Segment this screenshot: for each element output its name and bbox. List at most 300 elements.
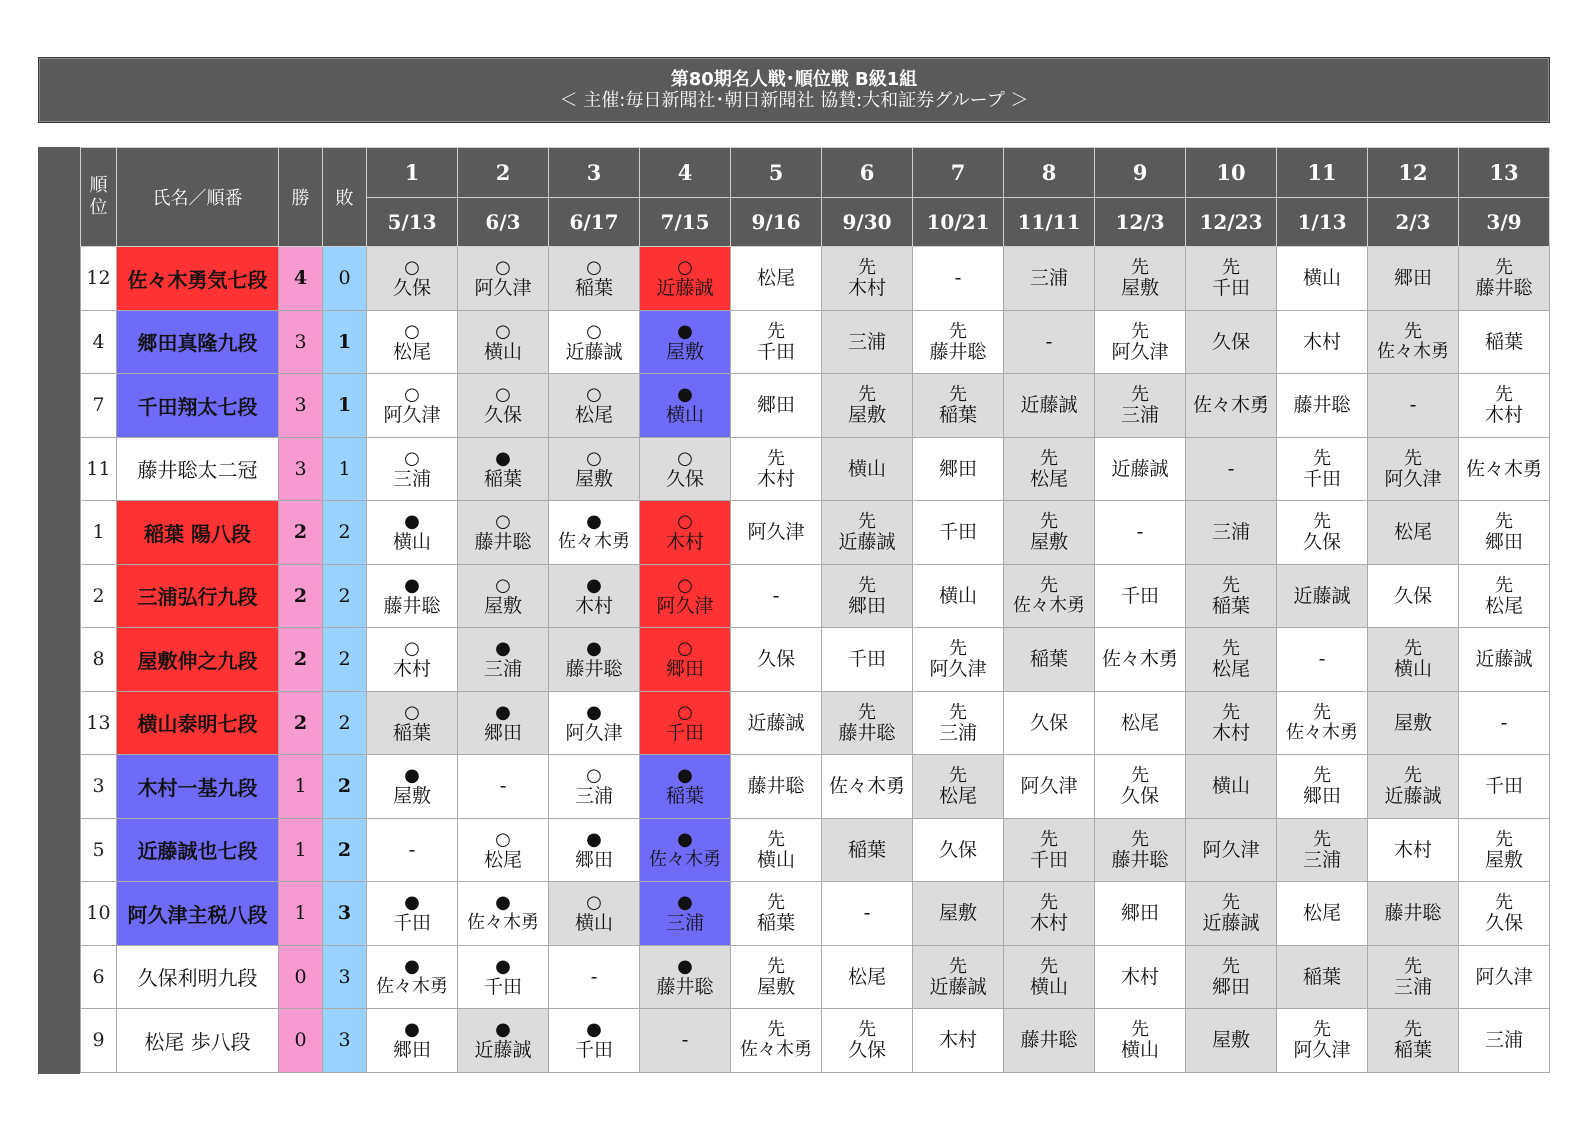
game-cell	[1004, 755, 1095, 819]
first-move-mark: 先	[767, 955, 785, 977]
game-cell	[549, 628, 640, 692]
opponent-name: 近藤誠	[1111, 457, 1169, 480]
losses-cell: 3	[323, 1009, 367, 1073]
game-cell	[458, 310, 549, 374]
game-cell	[731, 818, 822, 882]
player-name: 藤井聡太二冠	[117, 437, 279, 501]
rank-cell: 6	[81, 945, 117, 1009]
game-cell	[1277, 247, 1368, 311]
result-mark: ○	[586, 384, 602, 406]
opponent-name: 屋敷	[392, 785, 431, 808]
table-row	[81, 628, 1550, 692]
opponent-name: 屋敷	[1393, 711, 1432, 734]
first-move-mark: 先	[858, 384, 876, 406]
game-cell	[458, 564, 549, 628]
opponent-name: 横山	[847, 457, 886, 480]
first-move-mark: 先	[1404, 765, 1422, 787]
losses-cell: 2	[323, 628, 367, 692]
opponent-name: 近藤誠	[1020, 394, 1078, 417]
game-cell	[640, 1009, 731, 1073]
opponent-name: 横山	[938, 584, 977, 607]
first-move-mark: 先	[858, 701, 876, 723]
result-mark: ●	[495, 1019, 511, 1041]
opponent-name: 木村	[1120, 965, 1159, 988]
opponent-name: 木村	[574, 594, 613, 617]
game-cell	[1277, 374, 1368, 438]
game-cell	[1459, 310, 1550, 374]
result-mark: ●	[586, 574, 602, 596]
result-mark: ●	[677, 892, 693, 914]
opponent-name: 阿久津	[1384, 467, 1442, 490]
opponent-name: -	[1227, 457, 1235, 480]
player-name: 郷田真隆九段	[117, 310, 279, 374]
game-cell	[1368, 374, 1459, 438]
game-cell	[731, 310, 822, 374]
game-cell	[913, 628, 1004, 692]
game-cell	[640, 818, 731, 882]
first-move-mark: 先	[1404, 955, 1422, 977]
first-move-mark: 先	[1040, 828, 1058, 850]
opponent-name: 稲葉	[1302, 965, 1341, 988]
game-cell	[1004, 437, 1095, 501]
table-row	[81, 945, 1550, 1009]
game-cell	[549, 882, 640, 946]
round-number: 1	[367, 148, 458, 198]
result-mark: ●	[586, 828, 602, 850]
game-cell	[640, 374, 731, 438]
game-cell	[640, 628, 731, 692]
first-move-mark: 先	[1495, 892, 1513, 914]
result-mark: ○	[404, 384, 420, 406]
first-move-mark: 先	[1040, 447, 1058, 469]
game-cell	[822, 310, 913, 374]
opponent-name: -	[408, 838, 416, 861]
game-cell	[1459, 1009, 1550, 1073]
opponent-name: 郷田	[1120, 902, 1159, 925]
first-move-mark: 先	[1131, 765, 1149, 787]
game-cell	[1095, 755, 1186, 819]
game-cell	[822, 818, 913, 882]
game-cell	[549, 374, 640, 438]
first-move-mark: 先	[767, 828, 785, 850]
game-cell	[549, 310, 640, 374]
round-number: 7	[913, 148, 1004, 198]
wins-cell: 1	[279, 882, 323, 946]
wins-cell: 2	[279, 628, 323, 692]
game-cell	[1186, 564, 1277, 628]
opponent-name: -	[1318, 648, 1326, 671]
opponent-name: 松尾	[1211, 658, 1250, 681]
game-cell	[822, 564, 913, 628]
wins-cell: 1	[279, 818, 323, 882]
opponent-name: 佐々木勇	[1377, 340, 1449, 362]
game-cell	[1459, 755, 1550, 819]
game-cell	[1095, 945, 1186, 1009]
game-cell	[1277, 501, 1368, 565]
opponent-name: 松尾	[756, 267, 795, 290]
first-move-mark: 先	[1404, 638, 1422, 660]
left-margin-bar	[38, 147, 80, 1074]
opponent-name: 稲葉	[1211, 594, 1250, 617]
game-cell	[731, 501, 822, 565]
game-cell	[1186, 945, 1277, 1009]
opponent-name: 阿久津	[565, 721, 623, 744]
round-date: 2/3	[1368, 198, 1459, 247]
opponent-name: 松尾	[847, 965, 886, 988]
game-cell	[640, 564, 731, 628]
opponent-name: 近藤誠	[474, 1039, 532, 1062]
game-cell	[1277, 945, 1368, 1009]
table-row	[81, 247, 1550, 311]
opponent-name: 藤井聡	[565, 658, 623, 681]
player-name: 松尾 歩八段	[117, 1009, 279, 1073]
game-cell	[1368, 501, 1459, 565]
rank-cell: 1	[81, 501, 117, 565]
first-move-mark: 先	[1131, 384, 1149, 406]
opponent-name: 郷田	[1211, 975, 1250, 998]
game-cell	[731, 691, 822, 755]
game-cell	[1368, 564, 1459, 628]
round-number: 3	[549, 148, 640, 198]
opponent-name: 横山	[665, 404, 704, 427]
opponent-name: 千田	[847, 648, 886, 671]
opponent-name: 近藤誠	[929, 975, 987, 998]
opponent-name: 久保	[756, 648, 795, 671]
game-cell	[822, 628, 913, 692]
rank-cell: 11	[81, 437, 117, 501]
result-mark: ●	[586, 511, 602, 533]
result-mark: ○	[404, 701, 420, 723]
game-cell	[1004, 945, 1095, 1009]
round-number: 8	[1004, 148, 1095, 198]
opponent-name: 佐々木勇	[740, 1039, 812, 1061]
first-move-mark: 先	[767, 320, 785, 342]
opponent-name: 稲葉	[1393, 1039, 1432, 1062]
game-cell	[640, 755, 731, 819]
opponent-name: 近藤誠	[1293, 584, 1351, 607]
opponent-name: 郷田	[574, 848, 613, 871]
result-mark: ○	[586, 320, 602, 342]
game-cell	[1004, 374, 1095, 438]
game-cell	[367, 628, 458, 692]
round-number: 11	[1277, 148, 1368, 198]
game-cell	[1459, 818, 1550, 882]
losses-cell: 3	[323, 882, 367, 946]
wins-cell: 1	[279, 755, 323, 819]
opponent-name: 千田	[1484, 775, 1523, 798]
opponent-name: 近藤誠	[1202, 912, 1260, 935]
game-cell	[1004, 310, 1095, 374]
first-move-mark: 先	[858, 257, 876, 279]
losses-cell: 3	[323, 945, 367, 1009]
opponent-name: 木村	[1393, 838, 1432, 861]
round-date: 12/3	[1095, 198, 1186, 247]
game-cell	[1095, 564, 1186, 628]
game-cell	[640, 945, 731, 1009]
opponent-name: 屋敷	[756, 975, 795, 998]
result-mark: ○	[495, 320, 511, 342]
opponent-name: 千田	[483, 975, 522, 998]
first-move-mark: 先	[1495, 384, 1513, 406]
game-cell	[367, 310, 458, 374]
opponent-name: 藤井聡	[747, 775, 805, 798]
wins-cell: 3	[279, 374, 323, 438]
wins-cell: 0	[279, 945, 323, 1009]
wins-cell: 2	[279, 564, 323, 628]
opponent-name: 横山	[1029, 975, 1068, 998]
game-cell	[913, 691, 1004, 755]
first-move-mark: 先	[1131, 1019, 1149, 1041]
game-cell	[1277, 310, 1368, 374]
round-number: 12	[1368, 148, 1459, 198]
result-mark: ●	[404, 765, 420, 787]
header-rank	[81, 148, 117, 247]
player-name: 屋敷伸之九段	[117, 628, 279, 692]
losses-cell: 1	[323, 437, 367, 501]
game-cell	[731, 882, 822, 946]
wins-cell: 4	[279, 247, 323, 311]
first-move-mark: 先	[1495, 828, 1513, 850]
opponent-name: 藤井聡	[1111, 848, 1169, 871]
game-cell	[458, 1009, 549, 1073]
game-cell	[1368, 1009, 1459, 1073]
opponent-name: -	[1045, 330, 1053, 353]
result-mark: ●	[404, 574, 420, 596]
opponent-name: 三浦	[1120, 404, 1159, 427]
result-mark: ●	[404, 511, 420, 533]
losses-cell: 2	[323, 691, 367, 755]
opponent-name: 阿久津	[1111, 340, 1169, 363]
result-mark: ●	[586, 701, 602, 723]
game-cell	[1368, 882, 1459, 946]
opponent-name: 千田	[1302, 467, 1341, 490]
result-mark: ●	[495, 955, 511, 977]
opponent-name: 久保	[847, 1039, 886, 1062]
opponent-name: 屋敷	[1211, 1029, 1250, 1052]
first-move-mark: 先	[858, 574, 876, 596]
game-cell	[367, 437, 458, 501]
game-cell	[822, 501, 913, 565]
first-move-mark: 先	[949, 955, 967, 977]
player-name: 稲葉 陽八段	[117, 501, 279, 565]
game-cell	[822, 691, 913, 755]
result-mark: ○	[404, 638, 420, 660]
opponent-name: 久保	[1484, 912, 1523, 935]
game-cell	[1186, 818, 1277, 882]
game-cell	[913, 501, 1004, 565]
losses-cell: 1	[323, 310, 367, 374]
result-mark: ○	[404, 447, 420, 469]
game-cell	[640, 247, 731, 311]
opponent-name: 千田	[574, 1039, 613, 1062]
player-name: 久保利明九段	[117, 945, 279, 1009]
game-cell	[913, 945, 1004, 1009]
round-number: 10	[1186, 148, 1277, 198]
game-cell	[1277, 628, 1368, 692]
game-cell	[458, 755, 549, 819]
table-row	[81, 882, 1550, 946]
round-number: 4	[640, 148, 731, 198]
opponent-name: 郷田	[483, 721, 522, 744]
opponent-name: 松尾	[483, 848, 522, 871]
first-move-mark: 先	[1404, 447, 1422, 469]
game-cell	[549, 755, 640, 819]
opponent-name: 佐々木勇	[1286, 721, 1358, 743]
losses-cell: 2	[323, 501, 367, 565]
opponent-name: 藤井聡	[383, 594, 441, 617]
game-cell	[731, 755, 822, 819]
header-losses: 敗	[323, 148, 367, 247]
first-move-mark: 先	[767, 892, 785, 914]
rank-cell: 4	[81, 310, 117, 374]
table-row	[81, 691, 1550, 755]
game-cell	[549, 945, 640, 1009]
game-cell	[1368, 310, 1459, 374]
result-mark: ○	[586, 257, 602, 279]
game-cell	[458, 818, 549, 882]
header-rank-char: 位	[89, 197, 108, 218]
opponent-name: 三浦	[1484, 1029, 1523, 1052]
wins-cell: 3	[279, 437, 323, 501]
opponent-name: 郷田	[1393, 267, 1432, 290]
game-cell	[1095, 691, 1186, 755]
opponent-name: 松尾	[1302, 902, 1341, 925]
result-mark: ○	[677, 511, 693, 533]
opponent-name: 松尾	[1120, 711, 1159, 734]
first-move-mark: 先	[1495, 511, 1513, 533]
result-mark: ●	[677, 955, 693, 977]
game-cell	[1095, 247, 1186, 311]
page-title: 第80期名人戦･順位戦 B級1組	[670, 69, 918, 90]
game-cell	[1095, 628, 1186, 692]
round-number: 5	[731, 148, 822, 198]
header-wins: 勝	[279, 148, 323, 247]
losses-cell: 1	[323, 374, 367, 438]
opponent-name: -	[681, 1029, 689, 1052]
round-date: 6/3	[458, 198, 549, 247]
opponent-name: 千田	[665, 721, 704, 744]
first-move-mark: 先	[1313, 511, 1331, 533]
first-move-mark: 先	[1040, 892, 1058, 914]
first-move-mark: 先	[1313, 828, 1331, 850]
opponent-name: 佐々木勇	[649, 848, 721, 870]
game-cell	[1368, 818, 1459, 882]
result-mark: ○	[586, 892, 602, 914]
opponent-name: 藤井聡	[929, 340, 987, 363]
rank-cell: 9	[81, 1009, 117, 1073]
first-move-mark: 先	[1131, 828, 1149, 850]
game-cell	[1186, 882, 1277, 946]
game-cell	[913, 1009, 1004, 1073]
result-mark: ●	[495, 638, 511, 660]
round-date: 6/17	[549, 198, 640, 247]
game-cell	[367, 247, 458, 311]
game-cell	[549, 1009, 640, 1073]
opponent-name: 木村	[1211, 721, 1250, 744]
opponent-name: 久保	[938, 838, 977, 861]
result-mark: ○	[677, 257, 693, 279]
game-cell	[367, 691, 458, 755]
opponent-name: 郷田	[392, 1039, 431, 1062]
game-cell	[1459, 374, 1550, 438]
game-cell	[549, 818, 640, 882]
opponent-name: 松尾	[392, 340, 431, 363]
game-cell	[549, 691, 640, 755]
opponent-name: 千田	[756, 340, 795, 363]
opponent-name: 横山	[1393, 658, 1432, 681]
game-cell	[1277, 818, 1368, 882]
game-cell	[1186, 691, 1277, 755]
opponent-name: 近藤誠	[656, 277, 714, 300]
opponent-name: 阿久津	[656, 594, 714, 617]
round-date: 5/13	[367, 198, 458, 247]
result-mark: ●	[495, 892, 511, 914]
opponent-name: 久保	[1393, 584, 1432, 607]
opponent-name: 久保	[1211, 330, 1250, 353]
opponent-name: 横山	[392, 531, 431, 554]
opponent-name: 久保	[1029, 711, 1068, 734]
result-mark: ○	[677, 574, 693, 596]
game-cell	[822, 247, 913, 311]
round-number: 6	[822, 148, 913, 198]
game-cell	[1277, 882, 1368, 946]
result-mark: ●	[586, 1019, 602, 1041]
opponent-name: -	[863, 902, 871, 925]
opponent-name: -	[1409, 394, 1417, 417]
result-mark: ○	[586, 447, 602, 469]
result-mark: ○	[495, 828, 511, 850]
game-cell	[1459, 628, 1550, 692]
opponent-name: 三浦	[847, 330, 886, 353]
first-move-mark: 先	[1040, 955, 1058, 977]
game-cell	[458, 691, 549, 755]
first-move-mark: 先	[1313, 447, 1331, 469]
opponent-name: 屋敷	[483, 594, 522, 617]
game-cell	[1459, 691, 1550, 755]
first-move-mark: 先	[949, 701, 967, 723]
result-mark: ●	[677, 765, 693, 787]
opponent-name: 木村	[938, 1029, 977, 1052]
round-number: 2	[458, 148, 549, 198]
result-mark: ○	[495, 384, 511, 406]
player-name: 佐々木勇気七段	[117, 247, 279, 311]
opponent-name: 郷田	[665, 658, 704, 681]
result-mark: ●	[495, 701, 511, 723]
opponent-name: 木村	[1484, 404, 1523, 427]
opponent-name: 稲葉	[483, 467, 522, 490]
first-move-mark: 先	[1040, 511, 1058, 533]
game-cell	[549, 437, 640, 501]
opponent-name: 阿久津	[1475, 965, 1533, 988]
first-move-mark: 先	[1222, 892, 1240, 914]
opponent-name: 松尾	[574, 404, 613, 427]
first-move-mark: 先	[1131, 257, 1149, 279]
player-name: 横山泰明七段	[117, 691, 279, 755]
opponent-name: 横山	[1120, 1039, 1159, 1062]
result-mark: ○	[495, 574, 511, 596]
opponent-name: 佐々木勇	[376, 975, 448, 997]
game-cell	[1095, 310, 1186, 374]
first-move-mark: 先	[1040, 574, 1058, 596]
opponent-name: -	[590, 965, 598, 988]
opponent-name: 横山	[1211, 775, 1250, 798]
game-cell	[1095, 818, 1186, 882]
opponent-name: -	[772, 584, 780, 607]
opponent-name: 藤井聡	[474, 531, 532, 554]
first-move-mark: 先	[1222, 257, 1240, 279]
game-cell	[640, 310, 731, 374]
opponent-name: 近藤誠	[838, 531, 896, 554]
